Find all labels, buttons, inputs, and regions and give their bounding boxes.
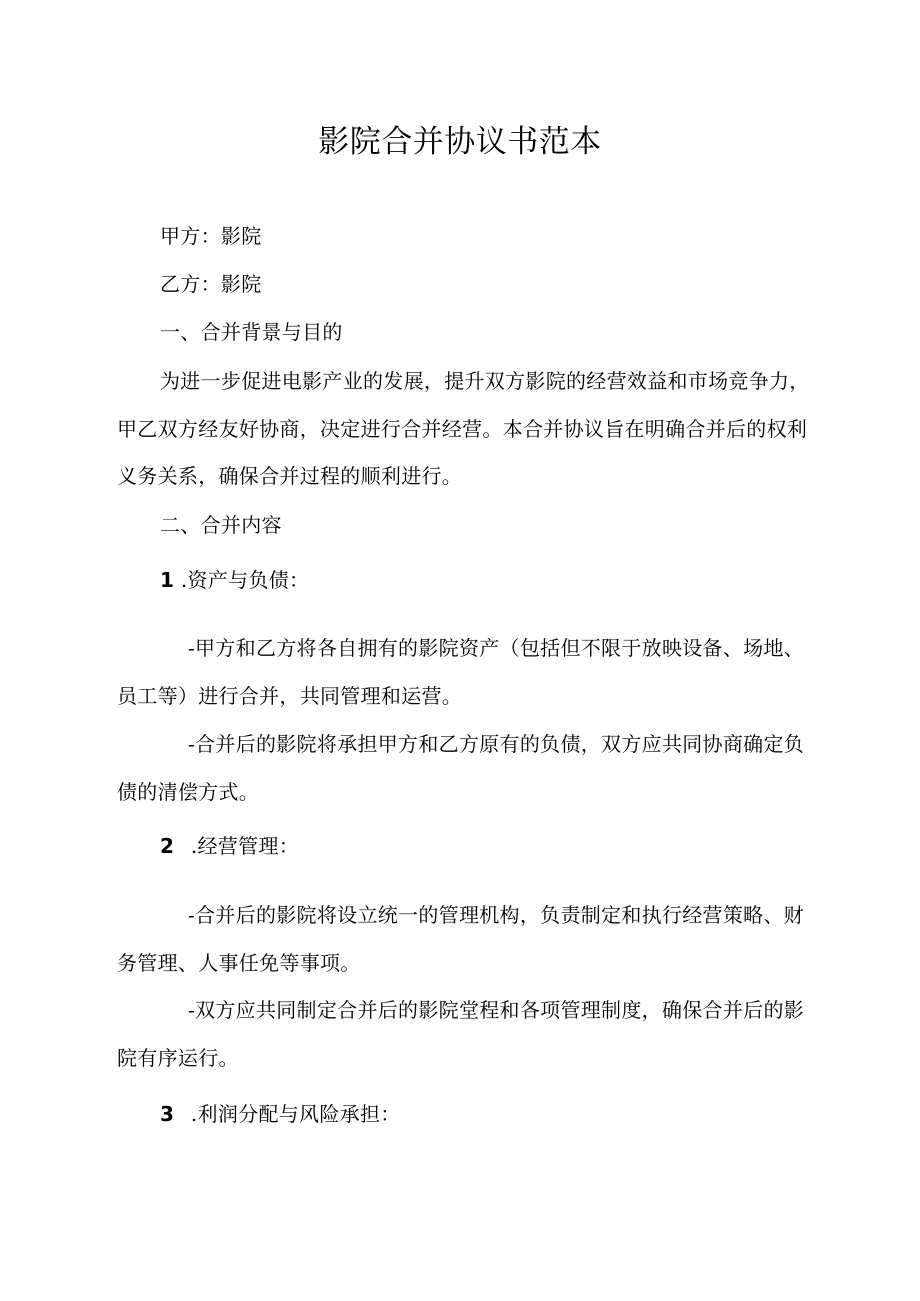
item-1-line: -合并后的影院将承担甲方和乙方原有的负债，双方应共同协商确定负 [188,732,805,756]
section-1-paragraph-line: 甲乙双方经友好协商，决定进行合并经营。本合并协议旨在明确合并后的权利 [117,417,808,441]
document-title: 影院合并协议书范本 [318,124,602,160]
section-2-heading: 二、合并内容 [160,513,282,537]
party-a: 甲方：影院 [160,224,262,248]
item-1-line: 债的清偿方式。 [117,780,260,804]
item-2-line: 院有序运行。 [117,1046,239,1070]
item-3-number: 3 [160,1102,175,1126]
item-1-line: 员工等）进行合并，共同管理和运营。 [117,684,463,708]
item-2-label: .经营管理： [190,834,300,858]
item-2-line: 务管理、人事任免等事项。 [117,951,361,975]
item-1-heading [160,570,309,590]
item-2-line: -双方应共同制定合并后的影院堂程和各项管理制度，确保合并后的影 [188,998,805,1022]
item-2-heading [160,836,299,856]
section-1-paragraph-line: 义务关系，确保合并过程的顺利进行。 [117,464,463,488]
section-1-paragraph-line: 为进一步促进电影产业的发展，提升双方影院的经营效益和市场竞争力， [160,369,810,393]
section-1-heading: 一、合并背景与目的 [160,320,343,344]
item-1-label: .资产与负债： [180,568,310,592]
item-2-line: -合并后的影院将设立统一的管理机构，负责制定和执行经营策略、财 [188,903,805,927]
item-3-label: .利润分配与风险承担： [190,1102,401,1126]
item-2-number: 2 [160,834,175,858]
item-1-line: -甲方和乙方将各自拥有的影院资产（包括但不限于放映设备、场地、 [188,636,805,660]
item-3-heading [160,1104,401,1124]
item-1-number: 1 [160,568,175,592]
party-b: 乙方：影院 [160,272,262,296]
